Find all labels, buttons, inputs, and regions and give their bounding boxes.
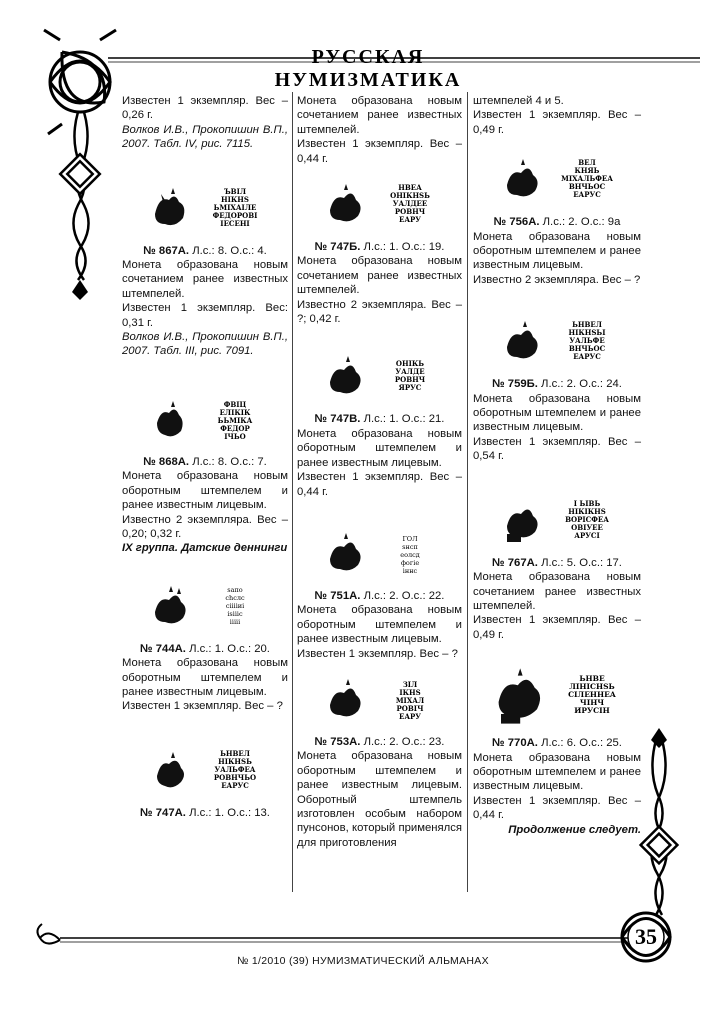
svg-text:ЬНВЕ: ЬНВЕ — [579, 674, 605, 684]
svg-text:ІЕСЕНІ: ІЕСЕНІ — [220, 218, 250, 228]
svg-text:РОВНЧ: РОВНЧ — [394, 207, 425, 217]
coin-reverse-rider-image — [320, 529, 370, 579]
svg-text:ѕапо: ѕапо — [227, 585, 243, 594]
coin-obverse-inscription-image — [557, 496, 617, 546]
continuation-text: Монета образована новым сочетанием ранее известных штемпелей. — [297, 95, 462, 136]
page-header-title: РУССКАЯ НУМИЗМАТИКА — [274, 46, 462, 91]
svg-text:ІЧЬО: ІЧЬО — [224, 431, 246, 441]
coin-reverse-rider-image — [145, 184, 195, 234]
coin-obverse-inscription-image — [380, 180, 440, 230]
svg-text:РОВІЧ: РОВІЧ — [396, 703, 423, 713]
coin-number: № 753А. — [314, 735, 361, 748]
svg-text:НІКНЅ: НІКНЅ — [221, 194, 249, 204]
svg-text:НІКНЅЬ: НІКНЅЬ — [218, 756, 252, 766]
svg-text:ЕАРУС: ЕАРУС — [573, 352, 601, 362]
coin-reverse-rider-image — [320, 675, 370, 725]
coin-image-pair — [122, 582, 288, 632]
svg-text:ИРУСІН: ИРУСІН — [574, 706, 610, 716]
svg-text:УАЛЬФЕ: УАЛЬФЕ — [569, 336, 605, 346]
svg-text:ЯРУС: ЯРУС — [398, 383, 421, 393]
svg-text:ЗІЛ: ЗІЛ — [402, 679, 417, 689]
bottom-left-scroll — [37, 924, 60, 944]
coin-caption — [122, 642, 288, 656]
svg-text:НІКІКНЅ: НІКІКНЅ — [568, 506, 606, 516]
coin-caption — [297, 589, 462, 603]
continuation-text: Известен 1 экземпляр. Вес – 0,26 г. — [122, 95, 288, 122]
svg-text:ѕнсп: ѕнсп — [401, 542, 418, 551]
coin-obverse-inscription-image — [380, 675, 440, 725]
coin-weight: Известен 1 экземпляр. Вес – 0,49 г. — [473, 109, 641, 136]
coin-reverse-rider-image — [320, 352, 370, 402]
coin-weight: Известно 2 экземпляра. Вес – ?; 0,42 г. — [297, 298, 462, 326]
reference-citation: Волков И.В., Прокопишин В.П., 2007. Табл. IV, рис. 7115. — [122, 123, 288, 151]
svg-text:УАЛЬФЕА: УАЛЬФЕА — [214, 764, 256, 774]
coin-params: Л.с.: 2. О.с.: 22. — [363, 589, 445, 602]
coin-weight: Известно 2 экземпляра. Вес – ? — [473, 273, 641, 286]
coin-caption — [297, 735, 462, 749]
coin-image-pair — [473, 155, 641, 205]
coin-reverse-rider-image — [145, 395, 195, 445]
coin-image-pair — [297, 529, 462, 579]
coin-reverse-rider-image — [145, 582, 195, 632]
coin-description: Монета образована новым сочетанием ранее известных штемпелей. — [297, 255, 462, 297]
svg-text:УАЛДЕЕ: УАЛДЕЕ — [392, 199, 427, 209]
left-ornament-fleur — [72, 280, 88, 300]
coin-description: Монета образована новым сочетанием ранее известных штемпелей. — [122, 259, 288, 300]
coin-obverse-inscription-image — [380, 352, 440, 402]
coin-image-pair — [473, 666, 641, 726]
coin-caption — [473, 736, 641, 750]
coin-caption — [473, 556, 641, 570]
coin-params: Л.с.: 5. О.с.: 17. — [541, 556, 622, 569]
coin-number: № 747В. — [314, 413, 361, 426]
svg-text:ЪВІЛ: ЪВІЛ — [223, 186, 247, 196]
svg-text:НІКНЅЬІ: НІКНЅЬІ — [568, 328, 606, 338]
left-vine-ornament — [60, 112, 100, 280]
coin-params: Л.с.: 6. О.с.: 25. — [541, 737, 622, 750]
coin-number: № 747Б. — [314, 241, 361, 254]
svg-text:іннс: іннс — [402, 566, 417, 575]
coin-reverse-rider-image — [497, 317, 547, 367]
svg-text:МІХАЛ: МІХАЛ — [395, 695, 424, 705]
coin-description: Монета образована новым оборотным штемпелем и ранее известным лицевым. — [122, 470, 288, 512]
column-separator — [292, 92, 293, 892]
svg-text:ОНІКЬ: ОНІКЬ — [395, 359, 424, 369]
coin-description: Монета образована новым оборотным штемпелем и ранее известным лицевым. — [473, 392, 641, 434]
text-column-3 — [473, 94, 641, 837]
coin-obverse-inscription-image — [205, 746, 265, 796]
coin-weight: Известен 1 экземпляр. Вес – 0,44 г. — [473, 794, 641, 822]
svg-text:ОНІКНЅЬ: ОНІКНЅЬ — [389, 191, 430, 201]
svg-text:І ЬІВЬ: І ЬІВЬ — [573, 498, 601, 508]
coin-params: Л.с.: 8. О.с.: 4. — [192, 244, 267, 257]
coin-description: Монета образована новым оборотным штемпелем и ранее известным лицевым. — [473, 751, 641, 793]
coin-number: № 759Б. — [492, 378, 538, 391]
coin-image-pair — [297, 180, 462, 230]
svg-text:ЕЛІКІК: ЕЛІКІК — [219, 407, 251, 417]
coin-reverse-rider-image — [497, 496, 547, 546]
svg-text:ВНЧЬОС: ВНЧЬОС — [568, 182, 606, 192]
coin-weight: Известен 1 экземпляр. Вес – 0,44 г. — [297, 138, 462, 165]
group-title: IX группа. Датские деннинги — [122, 542, 288, 555]
svg-text:УАЛДЕ: УАЛДЕ — [394, 367, 425, 377]
coin-caption — [122, 806, 288, 820]
coin-description: Монета образована новым оборотным штемпелем и ранее известным лицевым. — [297, 604, 462, 646]
svg-text:ЬНВЕЛ: ЬНВЕЛ — [572, 320, 602, 330]
reference-citation: Волков И.В., Прокопишин В.П., 2007. Табл. III, рис. 7091. — [122, 331, 288, 358]
coin-description: Монета образована новым оборотным штемпелем и ранее известным лицевым. — [297, 427, 462, 469]
coin-description: Монета образована новым оборотным штемпелем и ранее известным лицевым. Оборотный штемпель изготовлен особым набором пунсонов, который применялся для приготовления — [297, 750, 462, 849]
svg-text:сhcлс: сhcлс — [225, 593, 245, 602]
coin-image-pair — [122, 746, 288, 796]
coin-number: № 756А. — [493, 216, 540, 229]
svg-text:ЛІНІСНЅЬ: ЛІНІСНЅЬ — [569, 682, 615, 692]
text-column-2 — [297, 94, 462, 850]
coin-weight: Известен 1 экземпляр. Вес – ? — [297, 647, 458, 660]
coin-obverse-inscription-image — [557, 155, 617, 205]
coin-reverse-rider-image — [320, 180, 370, 230]
svg-text:ВНЧЬОС: ВНЧЬОС — [568, 344, 606, 354]
coin-params: Л.с.: 2. О.с.: 23. — [363, 735, 445, 748]
svg-text:ГОЛ: ГОЛ — [401, 534, 418, 543]
coin-params: Л.с.: 1. О.с.: 13. — [189, 806, 270, 819]
svg-text:ЧІНЧ: ЧІНЧ — [579, 698, 605, 708]
svg-text:РОВНЧ: РОВНЧ — [394, 375, 425, 385]
coin-image-pair — [473, 496, 641, 546]
right-vine-ornament — [641, 740, 678, 915]
coin-caption — [297, 412, 462, 426]
svg-text:ВЕЛ: ВЕЛ — [578, 158, 596, 168]
coin-reverse-rider-image — [489, 666, 549, 726]
coin-description: Монета образована новым оборотным штемпелем и ранее известным лицевым. — [473, 230, 641, 272]
svg-text:ЬНВЕЛ: ЬНВЕЛ — [220, 748, 250, 758]
coin-caption — [297, 240, 462, 254]
coin-number: № 868А. — [143, 455, 190, 468]
coin-number: № 767А. — [492, 556, 538, 569]
coin-image-pair — [122, 395, 288, 445]
coin-image-pair — [122, 184, 288, 234]
coin-obverse-inscription-image — [205, 184, 265, 234]
coin-number: № 744А. — [140, 642, 186, 655]
svg-text:іѕіііс: іѕіііс — [227, 609, 243, 618]
svg-text:ОВІУЕЕ: ОВІУЕЕ — [571, 522, 603, 532]
svg-text:ЕАРУ: ЕАРУ — [398, 711, 421, 721]
coin-weight: Известен 1 экземпляр. Вес: 0,31 г. — [122, 302, 288, 329]
svg-text:ЬЬМІКА: ЬЬМІКА — [217, 415, 253, 425]
coin-image-pair — [297, 675, 462, 725]
coin-number: № 751А. — [314, 589, 361, 602]
svg-text:РОВНЧЬО: РОВНЧЬО — [213, 772, 257, 782]
coin-caption — [122, 244, 288, 258]
coin-reverse-rider-image — [497, 155, 547, 205]
coin-caption — [122, 455, 288, 469]
right-ornament-fleur — [651, 728, 667, 748]
coin-weight: Известен 1 экземпляр. Вес – 0,49 г. — [473, 614, 641, 641]
svg-text:ФВІЦ: ФВІЦ — [223, 399, 247, 409]
svg-text:ЕАРУС: ЕАРУС — [573, 190, 601, 200]
coin-image-pair — [473, 317, 641, 367]
coin-weight: Известен 1 экземпляр. Вес – 0,54 г. — [473, 435, 641, 463]
svg-text:сііііиі: сііііиі — [225, 601, 245, 610]
svg-text:ВОРІСФЕА: ВОРІСФЕА — [565, 514, 609, 524]
coin-image-pair — [297, 352, 462, 402]
coin-obverse-inscription-image — [557, 317, 617, 367]
coin-obverse-inscription-image — [205, 395, 265, 445]
svg-text:ііііі: ііііі — [229, 617, 241, 626]
coin-weight: Известно 2 экземпляра. Вес – 0,20; 0,32 г. — [122, 513, 288, 540]
coin-reverse-rider-image — [145, 746, 195, 796]
svg-text:ЕАРУ: ЕАРУ — [398, 215, 421, 225]
coin-params: Л.с.: 8. О.с.: 7. — [192, 455, 267, 468]
coin-weight: Известен 1 экземпляр. Вес – ? — [122, 700, 283, 713]
continuation-text: штемпелей 4 и 5. — [473, 95, 564, 107]
svg-text:КНЯЬ: КНЯЬ — [574, 166, 600, 176]
page-number: 35 — [635, 924, 657, 949]
coin-params: Л.с.: 2. О.с.: 24. — [541, 378, 622, 391]
svg-text:ЬМІХАІЛЕ: ЬМІХАІЛЕ — [213, 202, 257, 212]
svg-text:фогіе: фогіе — [400, 558, 419, 567]
coin-weight: Известен 1 экземпляр. Вес – 0,44 г. — [297, 471, 462, 498]
text-column-1 — [122, 94, 288, 820]
svg-text:ЕАРУС: ЕАРУС — [221, 780, 249, 790]
svg-text:НВЕА: НВЕА — [397, 183, 422, 193]
top-left-knot-ornament — [44, 30, 116, 134]
coin-caption — [473, 215, 641, 229]
coin-params: Л.с.: 2. О.с.: 9а — [542, 216, 621, 229]
coin-description: Монета образована новым оборотным штемпелем и ранее известным лицевым. — [122, 657, 288, 698]
coin-number: № 747А. — [140, 806, 186, 819]
svg-text:ФЕДОРОВІ: ФЕДОРОВІ — [212, 210, 258, 220]
coin-caption — [473, 377, 641, 391]
coin-params: Л.с.: 1. О.с.: 21. — [363, 413, 445, 426]
coin-params: Л.с.: 1. О.с.: 20. — [189, 642, 270, 655]
svg-text:МІХАЛЬФЕА: МІХАЛЬФЕА — [561, 174, 613, 184]
coin-number: № 770А. — [492, 737, 538, 750]
continuation-note: Продолжение следует. — [508, 823, 641, 836]
column-separator — [467, 92, 468, 892]
coin-obverse-inscription-image — [205, 582, 265, 632]
coin-number: № 867А. — [143, 244, 190, 257]
coin-params: Л.с.: 1. О.с.: 19. — [363, 241, 445, 254]
svg-text:еолсд: еолсд — [399, 550, 420, 559]
coin-obverse-inscription-image — [380, 529, 440, 579]
svg-text:СІЛЕННЕА: СІЛЕННЕА — [568, 690, 616, 700]
svg-text:АРУСІ: АРУСІ — [574, 530, 600, 540]
svg-text:ІКНЅ: ІКНЅ — [398, 687, 421, 697]
svg-text:ФЕДОР: ФЕДОР — [220, 423, 250, 433]
coin-description: Монета образована новым сочетанием ранее известных штемпелей. — [473, 571, 641, 612]
journal-issue-footer: № 1/2010 (39) НУМИЗМАТИЧЕСКИЙ АЛЬМАНАХ — [237, 955, 489, 967]
coin-obverse-inscription-image — [559, 671, 625, 721]
